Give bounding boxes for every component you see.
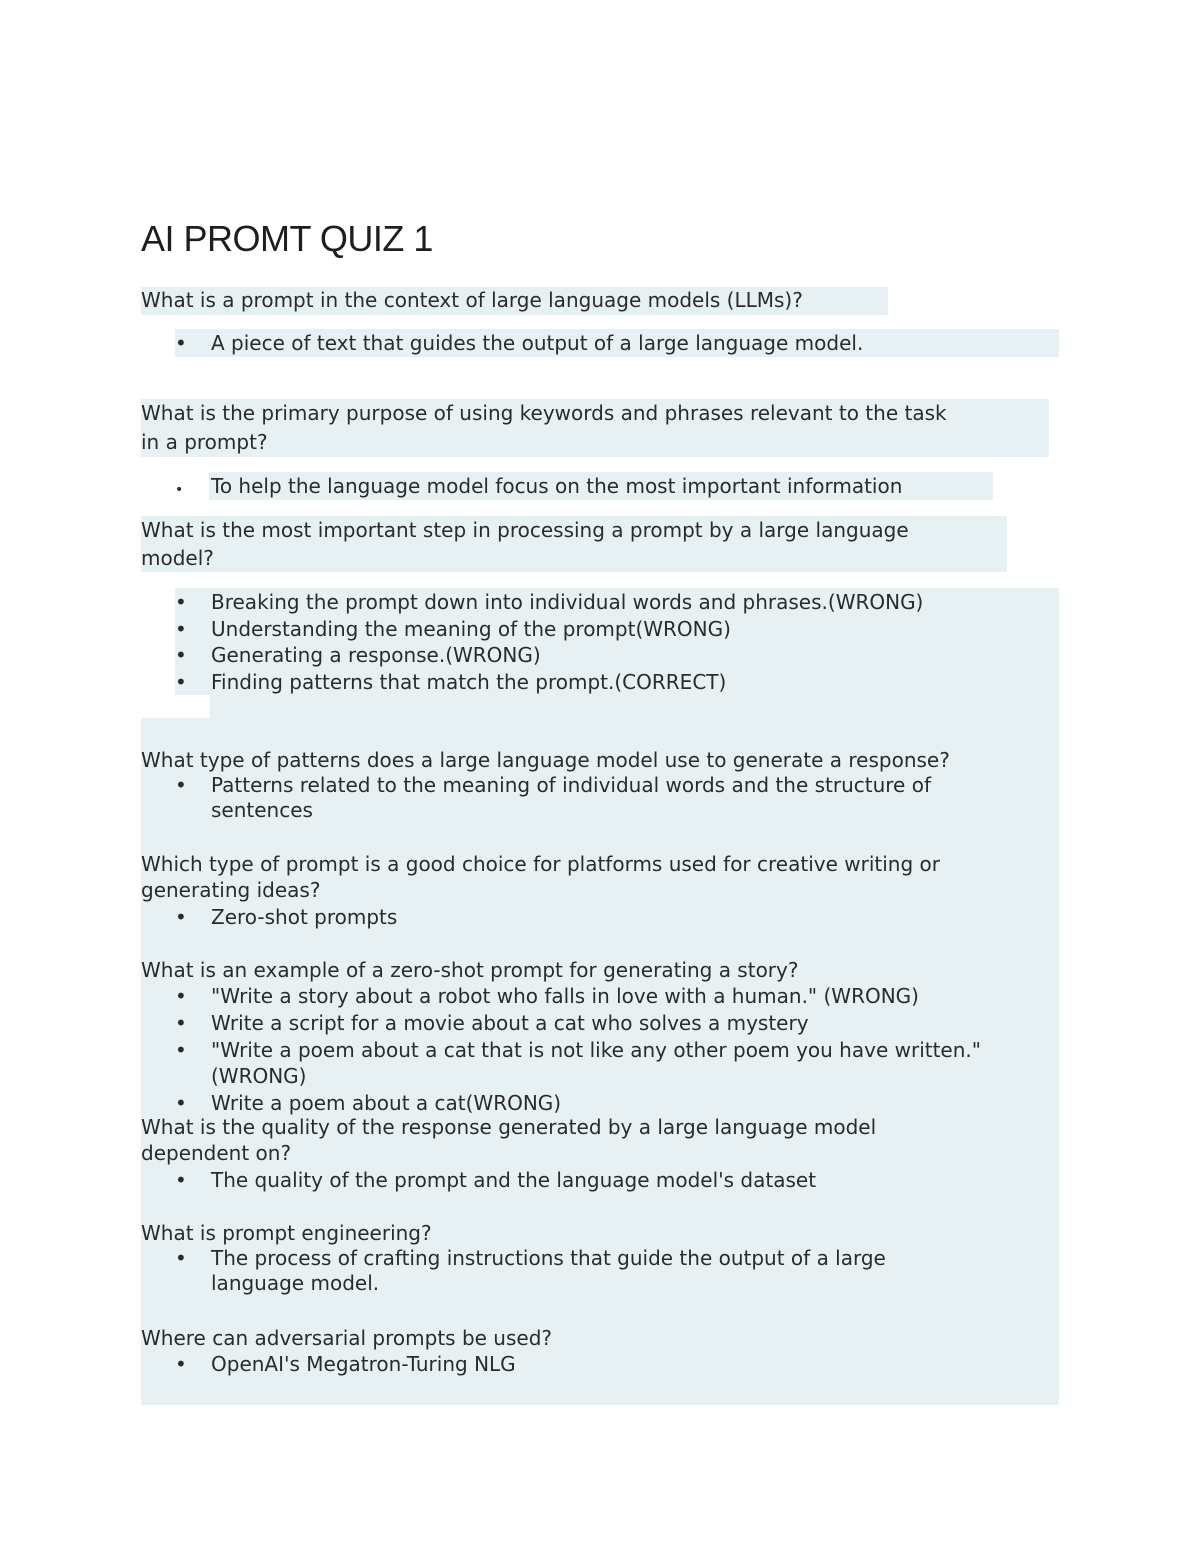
answer-text: Breaking the prompt down into individual words and phrases.(WRONG)	[211, 590, 924, 614]
answer-text: The process of crafting instructions that guide the output of a large language model.	[211, 1246, 886, 1295]
list-item	[141, 330, 1059, 357]
question-1-text: What is a prompt in the context of large language models (LLMs)?	[141, 288, 803, 312]
list-item	[141, 1037, 1059, 1089]
list-item	[141, 589, 1059, 616]
answer-text: Zero-shot prompts	[211, 905, 398, 929]
bullet-icon: •	[175, 1168, 187, 1192]
answer-text: OpenAI's Megatron-Turing NLG	[211, 1352, 516, 1376]
question-2-line-1: What is the primary purpose of using keywords and phrases relevant to the task	[141, 401, 947, 425]
answer-text: Write a script for a movie about a cat who solves a mystery	[211, 1011, 809, 1035]
bullet-icon: •	[175, 590, 187, 614]
question-8-text: What is prompt engineering?	[141, 1221, 432, 1245]
list-item	[141, 1010, 1059, 1036]
question-5	[141, 851, 940, 903]
question-6-text: What is an example of a zero-shot prompt for generating a story?	[141, 958, 799, 982]
bullet-icon: •	[175, 1091, 187, 1115]
bullet-icon: •	[175, 1352, 187, 1376]
question-1	[141, 286, 803, 315]
question-7	[141, 1114, 876, 1166]
bullet-icon: •	[175, 482, 184, 498]
list-item	[141, 983, 1059, 1009]
list-item	[141, 669, 1059, 696]
bullet-icon: •	[175, 669, 187, 694]
bullet-icon: •	[175, 643, 187, 667]
page-title: AI PROMT QUIZ 1	[141, 218, 433, 259]
bullet-icon: •	[175, 773, 187, 797]
answer-text: Generating a response.(WRONG)	[211, 643, 541, 667]
bullet-icon: •	[175, 1038, 187, 1062]
question-5-line-1: Which type of prompt is a good choice for platforms used for creative writing or	[141, 852, 940, 876]
answer-text: Understanding the meaning of the prompt(WRONG)	[211, 616, 731, 641]
bullet-icon: •	[175, 984, 187, 1008]
question-2	[141, 399, 947, 457]
answer-text: The quality of the prompt and the language model's dataset	[211, 1168, 817, 1192]
question-4-text: What type of patterns does a large language model use to generate a response?	[141, 748, 950, 772]
answer-text: Write a poem about a cat(WRONG)	[211, 1091, 562, 1115]
list-item	[141, 616, 1059, 643]
answer-text: Patterns related to the meaning of individual words and the structure of sentences	[211, 773, 931, 822]
bullet-icon: •	[175, 905, 187, 929]
question-8	[141, 1219, 432, 1248]
question-3-line-1: What is the most important step in processing a prompt by a large language	[141, 518, 909, 542]
answer-text: Finding patterns that match the prompt.(CORRECT)	[211, 669, 727, 694]
answer-list-9	[141, 1351, 1059, 1378]
answer-list-6	[141, 983, 1059, 1116]
answer-list-2	[141, 473, 1059, 500]
answer-list-1	[141, 330, 1059, 357]
answer-list-7	[141, 1167, 1059, 1194]
answer-text: "Write a story about a robot who falls in love with a human." (WRONG)	[211, 984, 919, 1008]
question-4	[141, 746, 950, 775]
answer-list-3	[141, 589, 1059, 695]
question-3-line-2: model?	[141, 546, 214, 570]
answer-text: "Write a poem about a cat that is not like any other poem you have written."(WRONG)	[211, 1038, 981, 1088]
question-3	[141, 516, 909, 572]
list-item	[141, 1167, 1059, 1194]
answer-list-8	[141, 1246, 1059, 1296]
question-2-line-2: in a prompt?	[141, 430, 268, 454]
answer-text: To help the language model focus on the most important information	[211, 474, 903, 498]
list-item	[141, 473, 1059, 500]
list-item	[141, 642, 1059, 669]
answer-text: A piece of text that guides the output of a large language model.	[211, 331, 864, 355]
list-item	[141, 1351, 1059, 1378]
question-6	[141, 956, 798, 985]
bullet-icon: •	[175, 331, 187, 355]
white-gap	[141, 695, 210, 718]
question-5-line-2: generating ideas?	[141, 878, 321, 902]
answer-list-5	[141, 904, 1059, 931]
list-item	[141, 1246, 1059, 1296]
bullet-icon: •	[175, 1011, 187, 1035]
list-item	[141, 904, 1059, 931]
list-item	[141, 773, 1059, 823]
list-item	[141, 1090, 1059, 1116]
answer-list-4	[141, 773, 1059, 823]
question-7-line-2: dependent on?	[141, 1141, 292, 1165]
bullet-icon: •	[175, 1246, 187, 1270]
question-9-text: Where can adversarial prompts be used?	[141, 1326, 553, 1350]
question-7-line-1: What is the quality of the response generated by a large language model	[141, 1115, 877, 1139]
bullet-icon: •	[175, 616, 187, 641]
question-9	[141, 1324, 552, 1353]
